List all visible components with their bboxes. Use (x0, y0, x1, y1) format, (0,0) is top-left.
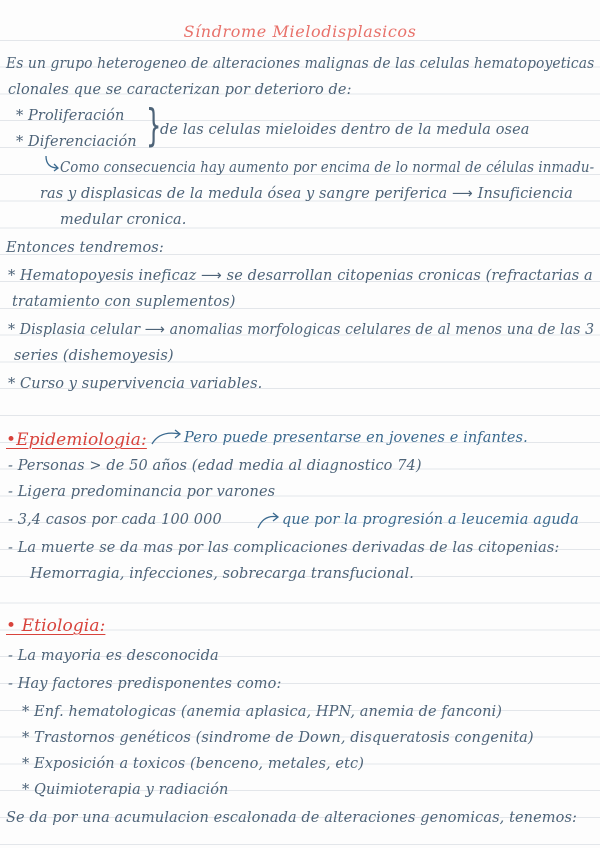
intro-line-1: Es un grupo heterogeneo de alteraciones malignas de las celulas hematopoyeticas (6, 56, 595, 72)
curved-arrow-icon (150, 428, 184, 446)
entonces-item-3: * Curso y supervivencia variables. (8, 376, 263, 392)
brace-text: de las celulas mieloides dentro de la medula osea (160, 122, 530, 138)
etiologia-sub-1: * Enf. hematologicas (anemia aplasica, HPN, anemia de fanconi) (22, 704, 503, 720)
bullet-proliferacion: * Proliferación (16, 108, 125, 124)
etiologia-item-2: - Hay factores predisponentes como: (8, 676, 282, 692)
etiologia-sub-3: * Exposición a toxicos (benceno, metales, etc) (22, 756, 364, 772)
etiologia-sub-4: * Quimioterapia y radiación (22, 782, 229, 798)
consequence-line-3: medular cronica. (60, 212, 187, 228)
hematopoyesis-label: * Hematopoyesis ineficaz (8, 268, 197, 284)
epidemiologia-row (6, 430, 151, 450)
epidemiologia-item-2: - Ligera predominancia por varones (8, 484, 276, 500)
page-title: Síndrome Mielodisplasicos (183, 22, 417, 41)
epidemiologia-item-4: - La muerte se da mas por las complicaciones derivadas de las citopenias: (8, 540, 560, 556)
curved-arrow-icon (256, 512, 282, 530)
epidemiologia-item-4-cont: Hemorragia, infecciones, sobrecarga transfucional. (30, 566, 414, 582)
displasia-label: * Displasia celular (8, 322, 141, 338)
arrow-icon: ⟶ (452, 186, 473, 202)
etiologia-sub-2: * Trastornos genéticos (sindrome de Down, disqueratosis congenita) (22, 730, 534, 746)
epidemiologia-item-3-note: que por la progresión a leucemia aguda (282, 512, 579, 528)
arrow-icon: ⟶ (144, 322, 166, 338)
entonces-item-2-cont: series (dishemoyesis) (14, 348, 174, 364)
hook-arrow-icon (44, 156, 60, 174)
epidemiologia-item-1: - Personas > de 50 años (edad media al diagnostico 74) (8, 458, 422, 474)
etiologia-heading: • Etiologia: (6, 616, 106, 636)
entonces-heading: Entonces tendremos: (6, 240, 164, 256)
intro-line-2: clonales que se caracterizan por deterioro de: (8, 82, 352, 98)
consequence-result: Insuficiencia (477, 186, 573, 202)
bullet-diferenciacion: * Diferenciación (16, 134, 137, 150)
arrow-icon: ⟶ (201, 268, 222, 284)
entonces-item-1 (8, 268, 593, 284)
entonces-item-1-cont: tratamiento con suplementos) (12, 294, 236, 310)
consequence-line-2 (40, 186, 573, 202)
displasia-result: anomalias morfologicas celulares de al menos una de las 3 (169, 322, 595, 338)
hematopoyesis-result: se desarrollan citopenias cronicas (refractarias a (226, 268, 593, 284)
entonces-item-2 (8, 322, 594, 338)
curly-brace-icon: } (146, 100, 162, 151)
etiologia-last: Se da por una acumulacion escalonada de alteraciones genomicas, tenemos: (6, 810, 578, 826)
etiologia-item-1: - La mayoria es desconocida (8, 648, 219, 664)
epidemiologia-note: Pero puede presentarse en jovenes e infantes. (184, 430, 528, 446)
epidemiologia-heading: •Epidemiologia: (6, 430, 147, 450)
consequence-text: ras y displasicas de la medula ósea y sangre periferica (40, 186, 448, 202)
epidemiologia-item-3: - 3,4 casos por cada 100 000 (8, 512, 222, 528)
consequence-line-1: Como consecuencia hay aumento por encima de lo normal de células inmadu- (60, 160, 595, 176)
etiologia-row (6, 616, 109, 636)
